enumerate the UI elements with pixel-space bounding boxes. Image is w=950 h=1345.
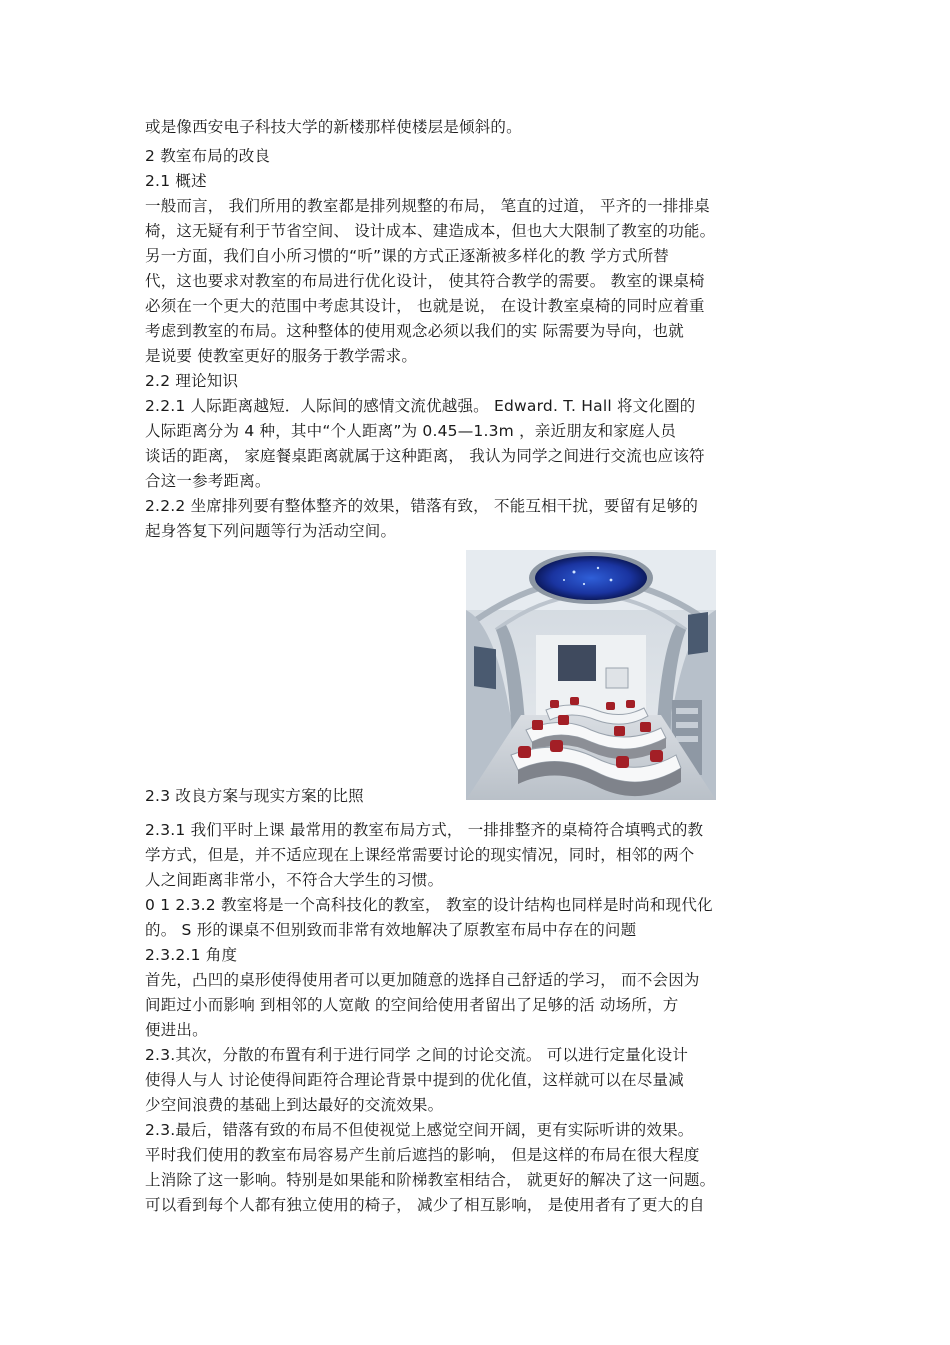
text-line: 人之间距离非常小，不符合大学生的习惯。 <box>145 871 444 889</box>
text-line: 2.3.1 我们平时上课 最常用的教室布局方式， 一排排整齐的桌椅符合填鸭式的教 <box>145 821 704 839</box>
subsection-heading: 2.3 改良方案与现实方案的比照 <box>145 787 364 805</box>
text-line: 2.3.其次，分散的布置有利于进行同学 之间的讨论交流。 可以进行定量化设计 <box>145 1046 689 1064</box>
text-line: 2.2.2 坐席排列要有整体整齐的效果，错落有致， 不能互相干扰，要留有足够的 <box>145 497 699 515</box>
text-line: 的。 S 形的课桌不但别致而非常有效地解决了原教室布局中存在的问题 <box>145 921 637 939</box>
subsection-heading: 2.1 概述 <box>145 172 207 190</box>
text-line: 可以看到每个人都有独立使用的椅子， 减少了相互影响， 是使用者有了更大的自 <box>145 1196 705 1214</box>
text-line: 学方式，但是，并不适应现在上课经常需要讨论的现实情况，同时，相邻的两个 <box>145 846 695 864</box>
text-line: 上消除了这一影响。特别是如果能和阶梯教室相结合， 就更好的解决了这一问题。 <box>145 1171 716 1189</box>
text-line: 2.3.最后，错落有致的布局不但使视觉上感觉空间开阔，更有实际听讲的效果。 <box>145 1121 694 1139</box>
text-line: 0 1 2.3.2 教室将是一个高科技化的教室， 教室的设计结构也同样是时尚和现代化 <box>145 896 713 914</box>
text-line: 谈话的距离， 家庭餐桌距离就属于这种距离， 我认为同学之间进行交流也应该符 <box>145 447 705 465</box>
text-line: 必须在一个更大的范围中考虑其设计， 也就是说， 在设计教室桌椅的同时应着重 <box>145 297 705 315</box>
text-line: 是说要 使教室更好的服务于教学需求。 <box>145 347 418 365</box>
text-line: 起身答复下列问题等行为活动空间。 <box>145 522 397 540</box>
section-heading: 2 教室布局的改良 <box>145 147 271 165</box>
text-line: 便进出。 <box>145 1021 208 1039</box>
text-line: 椅，这无疑有利于节省空间、 设计成本、建造成本，但也大大限制了教室的功能。 <box>145 222 716 240</box>
text-line: 一般而言， 我们所用的教室都是排列规整的布局， 笔直的过道， 平齐的一排排桌 <box>145 197 710 215</box>
text-line: 间距过小而影响 到相邻的人宽敞 的空间给使用者留出了足够的活 动场所，方 <box>145 996 679 1014</box>
text-line: 平时我们使用的教室布局容易产生前后遮挡的影响， 但是这样的布局在很大程度 <box>145 1146 700 1164</box>
text-line: 少空间浪费的基础上到达最好的交流效果。 <box>145 1096 444 1114</box>
text-line: 首先，凸凹的桌形使得使用者可以更加随意的选择自己舒适的学习， 而不会因为 <box>145 971 700 989</box>
classroom-image <box>466 550 716 800</box>
text-line: 使得人与人 讨论使得间距符合理论背景中提到的优化值，这样就可以在尽量减 <box>145 1071 684 1089</box>
subsection-heading: 2.3.2.1 角度 <box>145 946 238 964</box>
text-line: 或是像西安电子科技大学的新楼那样使楼层是倾斜的。 <box>145 118 522 136</box>
text-line: 2.2.1 人际距离越短．人际间的感情文流优越强。 Edward. T. Hall 将文化圈的 <box>145 397 696 415</box>
subsection-heading: 2.2 理论知识 <box>145 372 239 390</box>
text-line: 考虑到教室的布局。这种整体的使用观念必须以我们的实 际需要为导向，也就 <box>145 322 684 340</box>
text-line: 代，这也要求对教室的布局进行优化设计， 使其符合教学的需要。 教室的课桌椅 <box>145 272 705 290</box>
text-line: 人际距离分为 4 种，其中“个人距离”为 0.45—1.3m ，亲近朋友和家庭人员 <box>145 422 677 440</box>
text-line: 合这一参考距离。 <box>145 472 271 490</box>
classroom-illustration <box>466 550 716 800</box>
text-line: 另一方面，我们自小所习惯的“听”课的方式正逐渐被多样化的教 学方式所替 <box>145 247 669 265</box>
